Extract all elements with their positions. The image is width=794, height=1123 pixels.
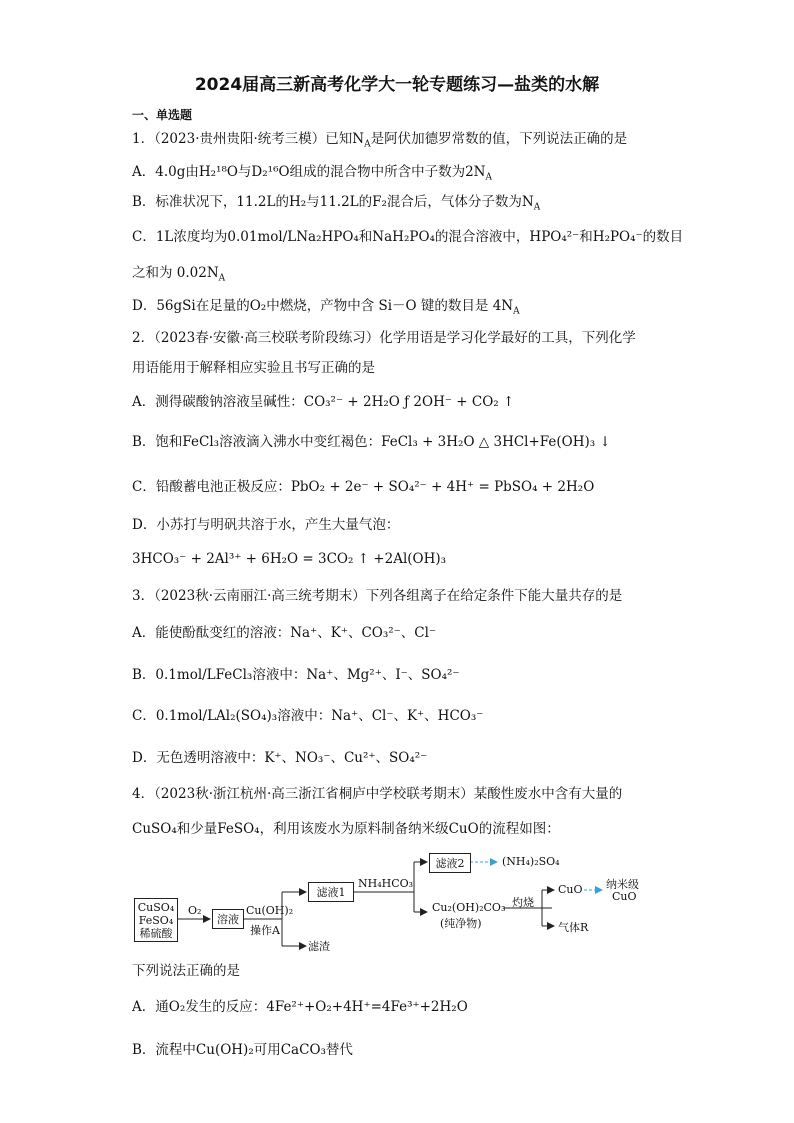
filtrate1-box: 滤液1 [308, 882, 354, 902]
q1-option-c-cont: 之和为 $0.02N_A$ [132, 265, 226, 284]
q2-option-d: D．小苏打与明矾共溶于水，产生大量气泡： [132, 517, 400, 533]
cuoh2-label: Cu(OH)₂ [246, 904, 294, 917]
feed-feso4: FeSO₄ [138, 913, 174, 927]
feed-acid: 稀硫酸 [139, 926, 173, 940]
residue-label: 滤渣 [308, 940, 330, 953]
process-flow-diagram [132, 846, 672, 958]
q2-option-a: A．测得碳酸钠溶液呈碱性：CO₃²⁻ + 2H₂O ƒ 2OH⁻ + CO₂ ↑ [132, 394, 515, 410]
q4-stem-line2: CuSO₄和少量FeSO₄，利用该废水为原料制备纳米级CuO的流程如图： [132, 821, 560, 837]
solution-box: 溶液 [212, 909, 244, 929]
flow-arrows [132, 846, 672, 958]
q3-option-a: A．能使酚酞变红的溶液：Na⁺、K⁺、CO₃²⁻、Cl⁻ [132, 625, 437, 641]
q3-stem: 3．（2023秋·云南丽江·高三统考期末）下列各组离子在给定条件下能大量共存的是 [132, 588, 623, 604]
q3-option-c: C．0.1mol/LAl₂(SO₄)₃溶液中：Na⁺、Cl⁻、K⁺、HCO₃⁻ [132, 708, 484, 724]
q1-option-a: A．4.0g由H₂¹⁸O与D₂¹⁶O组成的混合物中所含中子数为$2N_A$ [132, 164, 492, 183]
q4-option-b: B．流程中Cu(OH)₂可用CaCO₃替代 [132, 1042, 353, 1058]
q1-option-d: D．56gSi在足量的O₂中燃烧，产物中含 Si－O 键的数目是 $4N_A$ [132, 298, 520, 317]
q1-option-c: C．1L浓度均为0.01mol/LNa₂HPO₄和NaH₂PO₄的混合溶液中，HPO₄²⁻和H₂PO₄⁻的数目 [132, 229, 684, 245]
ammonium-sulfate-label: (NH₄)₂SO₄ [502, 855, 560, 868]
q2-option-d-equation: 3HCO₃⁻ + 2Al³⁺ + 6H₂O = 3CO₂ ↑ +2Al(OH)₃ [132, 551, 447, 567]
feed-box [134, 898, 178, 942]
nh4hco3-label: NH₄HCO₃ [358, 877, 414, 890]
q3-option-d: D．无色透明溶液中：K⁺、NO₃⁻、Cu²⁺、SO₄²⁻ [132, 750, 428, 766]
q4-option-a: A．通O₂发生的反应：4Fe²⁺+O₂+4H⁺=4Fe³⁺+2H₂O [132, 999, 468, 1015]
q4-after-diagram: 下列说法正确的是 [132, 963, 240, 979]
page-title: 2024届高三新高考化学大一轮专题练习—盐类的水解 [194, 75, 600, 95]
q2-stem-line2: 用语能用于解释相应实验且书写正确的是 [132, 360, 375, 376]
q4-stem-line1: 4．（2023秋·浙江杭州·高三浙江省桐庐中学校联考期末）某酸性废水中含有大量的 [132, 786, 623, 802]
o2-label: O₂ [188, 904, 202, 917]
basic-copper-carbonate-label: Cu₂(OH)₂CO₃ [432, 901, 506, 914]
operation-a-label: 操作A [250, 924, 280, 937]
pure-substance-label: (纯净物) [440, 917, 482, 930]
gas-r-label: 气体R [558, 921, 589, 934]
q1-stem: 1．（2023·贵州贵阳·统考三模）已知$N_A$是阿伏加德罗常数的值，下列说法正确的是 [132, 131, 628, 150]
filtrate2-box: 滤液2 [429, 853, 471, 873]
feed-cuso4: CuSO₄ [137, 900, 175, 914]
q2-option-c: C．铅酸蓄电池正极反应：PbO₂ + 2e⁻ + SO₄²⁻ + 4H⁺ = PbSO₄ + 2H₂O [132, 479, 595, 495]
q3-option-b: B．0.1mol/LFeCl₃溶液中：Na⁺、Mg²⁺、I⁻、SO₄²⁻ [132, 667, 460, 683]
q2-option-b: B．饱和FeCl₃溶液滴入沸水中变红褐色：FeCl₃ + 3H₂O △ 3HCl+Fe(OH)₃ ↓ [132, 434, 611, 450]
nano-label-1: 纳米级 [606, 878, 639, 891]
q2-stem-line1: 2．（2023春·安徽·高三校联考阶段练习）化学用语是学习化学最好的工具，下列化学 [132, 330, 636, 346]
calcine-label: 灼烧 [512, 896, 534, 909]
cuo-label: CuO [558, 883, 583, 896]
q1-option-b: B．标准状况下，11.2L的H₂与11.2L的F₂混合后，气体分子数为$N_A$ [132, 194, 541, 213]
nano-label-2: CuO [612, 890, 637, 903]
section-heading: 一、单选题 [132, 108, 193, 122]
